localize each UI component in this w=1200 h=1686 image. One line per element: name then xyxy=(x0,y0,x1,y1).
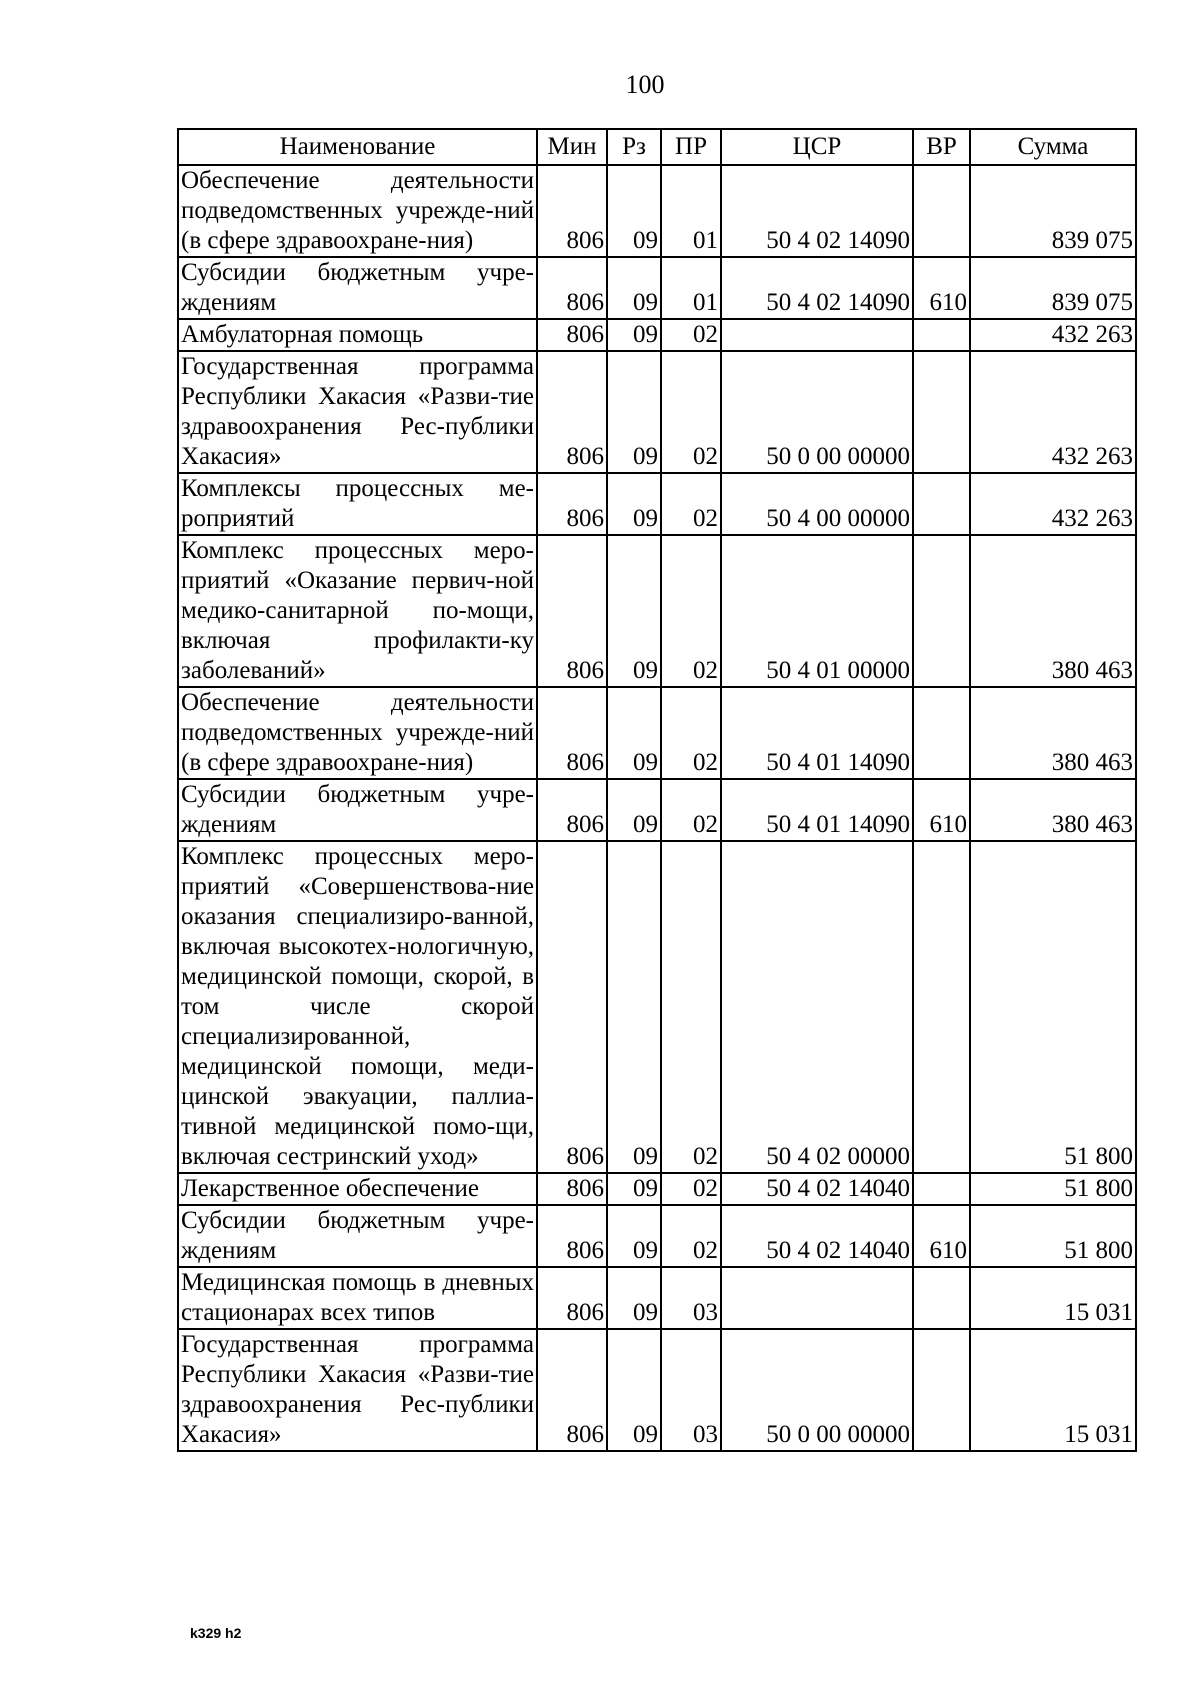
table-row xyxy=(178,473,1136,535)
row-pr: 02 xyxy=(661,535,721,687)
row-vr xyxy=(913,319,970,351)
row-rz: 09 xyxy=(607,473,661,535)
row-sum: 839 075 xyxy=(970,257,1136,319)
row-vr: 610 xyxy=(913,257,970,319)
row-vr xyxy=(913,535,970,687)
row-rz: 09 xyxy=(607,687,661,779)
row-name: Субсидии бюджетным учре-ждениям xyxy=(178,779,537,841)
row-vr xyxy=(913,165,970,257)
row-name: Комплекс процессных меро-приятий «Оказание первич-ной медико-санитарной по-мощи, включая профилакти-ку заболеваний» xyxy=(178,535,537,687)
row-vr xyxy=(913,1267,970,1329)
footer-code: k329 h2 xyxy=(190,1625,242,1641)
row-min: 806 xyxy=(537,1329,607,1451)
row-min: 806 xyxy=(537,319,607,351)
row-csr xyxy=(721,1267,913,1329)
row-vr: 610 xyxy=(913,1205,970,1267)
table-row xyxy=(178,1267,1136,1329)
table-row xyxy=(178,687,1136,779)
header-rz: Рз xyxy=(607,129,661,165)
row-name: Обеспечение деятельности подведомственных учрежде-ний (в сфере здравоохране-ния) xyxy=(178,165,537,257)
row-sum: 432 263 xyxy=(970,319,1136,351)
row-csr: 50 4 02 14040 xyxy=(721,1173,913,1205)
row-pr: 02 xyxy=(661,473,721,535)
row-rz: 09 xyxy=(607,1173,661,1205)
row-rz: 09 xyxy=(607,779,661,841)
row-name: Медицинская помощь в дневных стационарах всех типов xyxy=(178,1267,537,1329)
row-csr: 50 4 02 14040 xyxy=(721,1205,913,1267)
row-vr xyxy=(913,687,970,779)
row-sum: 15 031 xyxy=(970,1267,1136,1329)
row-vr xyxy=(913,351,970,473)
row-pr: 02 xyxy=(661,779,721,841)
row-rz: 09 xyxy=(607,165,661,257)
row-sum: 380 463 xyxy=(970,687,1136,779)
row-pr: 02 xyxy=(661,351,721,473)
row-pr: 03 xyxy=(661,1267,721,1329)
table-body xyxy=(178,165,1136,1451)
row-vr xyxy=(913,1329,970,1451)
row-name: Амбулаторная помощь xyxy=(178,319,537,351)
row-sum: 15 031 xyxy=(970,1329,1136,1451)
row-csr: 50 4 01 00000 xyxy=(721,535,913,687)
row-min: 806 xyxy=(537,165,607,257)
row-rz: 09 xyxy=(607,535,661,687)
row-sum: 51 800 xyxy=(970,1205,1136,1267)
row-name: Лекарственное обеспечение xyxy=(178,1173,537,1205)
row-vr xyxy=(913,1173,970,1205)
header-sum: Сумма xyxy=(970,129,1136,165)
row-min: 806 xyxy=(537,351,607,473)
table-row xyxy=(178,1173,1136,1205)
row-csr: 50 4 02 14090 xyxy=(721,257,913,319)
row-min: 806 xyxy=(537,257,607,319)
row-pr: 02 xyxy=(661,687,721,779)
row-name: Комплексы процессных ме-роприятий xyxy=(178,473,537,535)
budget-table xyxy=(177,128,1137,1452)
table-row xyxy=(178,1329,1136,1451)
page-number: 100 xyxy=(625,70,665,99)
row-rz: 09 xyxy=(607,1329,661,1451)
table-header-row xyxy=(178,129,1136,165)
row-pr: 03 xyxy=(661,1329,721,1451)
row-sum: 51 800 xyxy=(970,841,1136,1173)
header-csr: ЦСР xyxy=(721,129,913,165)
row-name: Государственная программа Республики Хакасия «Разви-тие здравоохранения Рес-публики Хакасия» xyxy=(178,351,537,473)
row-name: Субсидии бюджетным учре-ждениям xyxy=(178,1205,537,1267)
row-min: 806 xyxy=(537,841,607,1173)
row-sum: 380 463 xyxy=(970,779,1136,841)
row-rz: 09 xyxy=(607,1205,661,1267)
row-vr: 610 xyxy=(913,779,970,841)
row-name: Государственная программа Республики Хакасия «Разви-тие здравоохранения Рес-публики Хакасия» xyxy=(178,1329,537,1451)
row-sum: 51 800 xyxy=(970,1173,1136,1205)
row-name: Субсидии бюджетным учре-ждениям xyxy=(178,257,537,319)
table-row xyxy=(178,257,1136,319)
table-row xyxy=(178,779,1136,841)
row-pr: 02 xyxy=(661,319,721,351)
row-rz: 09 xyxy=(607,257,661,319)
row-sum: 432 263 xyxy=(970,351,1136,473)
row-vr xyxy=(913,473,970,535)
row-pr: 01 xyxy=(661,165,721,257)
row-min: 806 xyxy=(537,1173,607,1205)
header-vr: ВР xyxy=(913,129,970,165)
row-name: Комплекс процессных меро-приятий «Совершенствова-ние оказания специализиро-ванной, включая высокотех-нологичную, медицинской помощи, скорой, в том числе скорой специализированной, медицинской помощи, меди-цинской эвакуации, паллиа-тивной медицинской помо-щи, включая сестринский уход» xyxy=(178,841,537,1173)
row-csr: 50 0 00 00000 xyxy=(721,351,913,473)
row-csr: 50 4 01 14090 xyxy=(721,687,913,779)
row-rz: 09 xyxy=(607,1267,661,1329)
table-row xyxy=(178,535,1136,687)
row-pr: 01 xyxy=(661,257,721,319)
table-row xyxy=(178,351,1136,473)
row-rz: 09 xyxy=(607,841,661,1173)
table-row xyxy=(178,841,1136,1173)
table-row xyxy=(178,1205,1136,1267)
row-min: 806 xyxy=(537,687,607,779)
row-rz: 09 xyxy=(607,319,661,351)
table-row xyxy=(178,165,1136,257)
row-min: 806 xyxy=(537,473,607,535)
row-min: 806 xyxy=(537,1205,607,1267)
header-pr: ПР xyxy=(661,129,721,165)
header-name: Наименование xyxy=(178,129,537,165)
row-name: Обеспечение деятельности подведомственных учрежде-ний (в сфере здравоохране-ния) xyxy=(178,687,537,779)
row-vr xyxy=(913,841,970,1173)
row-sum: 432 263 xyxy=(970,473,1136,535)
row-csr: 50 4 00 00000 xyxy=(721,473,913,535)
row-min: 806 xyxy=(537,535,607,687)
row-pr: 02 xyxy=(661,1173,721,1205)
header-min: Мин xyxy=(537,129,607,165)
row-pr: 02 xyxy=(661,841,721,1173)
row-sum: 380 463 xyxy=(970,535,1136,687)
row-csr: 50 0 00 00000 xyxy=(721,1329,913,1451)
row-csr: 50 4 02 14090 xyxy=(721,165,913,257)
row-csr: 50 4 02 00000 xyxy=(721,841,913,1173)
row-min: 806 xyxy=(537,1267,607,1329)
row-csr: 50 4 01 14090 xyxy=(721,779,913,841)
row-pr: 02 xyxy=(661,1205,721,1267)
table-row xyxy=(178,319,1136,351)
row-min: 806 xyxy=(537,779,607,841)
row-sum: 839 075 xyxy=(970,165,1136,257)
row-csr xyxy=(721,319,913,351)
row-rz: 09 xyxy=(607,351,661,473)
